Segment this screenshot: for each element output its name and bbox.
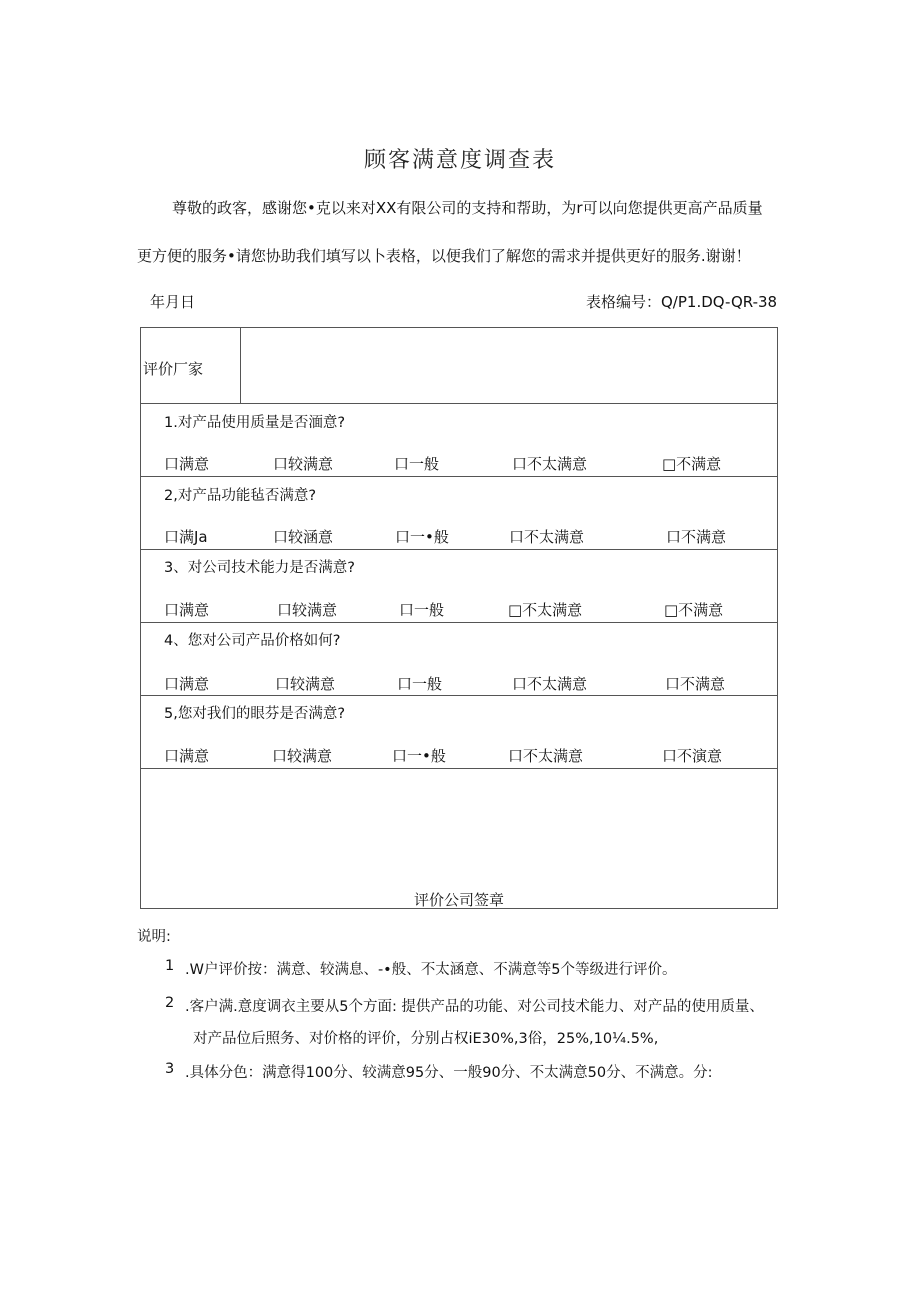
q2-option-not-very-satisfied[interactable]: 口不太满意 (509, 528, 585, 546)
form-number: 表格编号：Q/P1.DQ-QR-38 (586, 293, 778, 311)
q2-option-dissatisfied[interactable]: 口不满意 (666, 528, 727, 546)
row-divider (141, 549, 777, 550)
manufacturer-field[interactable] (243, 332, 773, 400)
note-2-number: 2 (165, 995, 175, 1011)
q4-option-average[interactable]: 口一般 (397, 675, 443, 693)
note-2-text-line-1: .客户满.意度调衣主要从5个方面: 提供产品的功能、对公司技术能力、对产品的使用质量、 (185, 999, 764, 1015)
date-label: 年月日 (150, 293, 196, 311)
notes-heading: 说明: (137, 929, 171, 945)
q4-option-fairly-satisfied[interactable]: 口较满意 (275, 675, 336, 693)
manufacturer-divider (240, 328, 241, 403)
q1-option-fairly-satisfied[interactable]: 口较满意 (273, 455, 334, 473)
row-divider (141, 695, 777, 696)
q5-option-dissatisfied[interactable]: 口不演意 (662, 747, 723, 765)
note-1-text: .W户评价按：满意、较满息、-•般、不太涵意、不满意等5个等级进行评价。 (185, 962, 677, 978)
intro-line-2: 更方便的服务•请您协助我们填写以卜表格，以便我们了解您的需求并提供更好的服务.谢谢！ (137, 247, 751, 265)
q5-option-not-very-satisfied[interactable]: 口不太满意 (508, 747, 584, 765)
q3-option-average[interactable]: 口一般 (399, 601, 445, 619)
survey-form (140, 327, 778, 909)
row-divider (141, 403, 777, 404)
row-divider (141, 622, 777, 623)
note-3-text: .具体分色：满意得100分、较满意95分、一般90分、不太满意50分、不满意。分: (185, 1065, 713, 1081)
q1-option-average[interactable]: 口一般 (394, 455, 440, 473)
q2-option-fairly-satisfied[interactable]: 口较涵意 (273, 528, 334, 546)
row-divider (141, 768, 777, 769)
q5-option-satisfied[interactable]: 口满意 (164, 747, 210, 765)
row-divider (141, 476, 777, 477)
q5-option-average[interactable]: 口一•般 (392, 747, 446, 765)
q4-option-not-very-satisfied[interactable]: 口不太满意 (512, 675, 588, 693)
q3-option-not-very-satisfied[interactable]: □不太满意 (508, 601, 583, 619)
q2-option-average[interactable]: 口一•般 (395, 528, 449, 546)
q3-option-fairly-satisfied[interactable]: 口较满意 (277, 601, 338, 619)
question-3: 3、对公司技术能力是否满意? (164, 560, 355, 576)
page-title: 顾客满意度调查表 (363, 148, 556, 173)
signature-label: 评价公司签章 (413, 891, 504, 909)
question-2: 2,对产品功能毡否满意? (164, 488, 317, 504)
note-3-number: 3 (165, 1061, 175, 1077)
question-4: 4、您对公司产品价格如何? (164, 633, 341, 649)
q1-option-not-very-satisfied[interactable]: 口不太满意 (512, 455, 588, 473)
note-1-number: 1 (165, 958, 175, 974)
question-1: 1.对产品使用质量是否湎意? (164, 415, 346, 431)
question-5: 5,您对我们的眼芬是否满意? (164, 706, 346, 722)
manufacturer-label: 评价厂家 (143, 360, 204, 378)
q1-option-dissatisfied[interactable]: □不满意 (662, 455, 722, 473)
q2-option-satisfied[interactable]: 口满Ja (164, 528, 208, 546)
note-2-text-line-2: 对产品位后照务、对价格的评价，分别占权iE30%,3俗，25%,10¼.5%, (193, 1031, 659, 1047)
q5-option-fairly-satisfied[interactable]: 口较满意 (272, 747, 333, 765)
intro-line-1: 尊敬的政客，感谢您•克以来对XX有限公司的支持和帮助，为r可以向您提供更高产品质量 (172, 199, 763, 217)
q3-option-satisfied[interactable]: 口满意 (164, 601, 210, 619)
q3-option-dissatisfied[interactable]: □不满意 (664, 601, 724, 619)
q4-option-dissatisfied[interactable]: 口不满意 (665, 675, 726, 693)
q4-option-satisfied[interactable]: 口满意 (164, 675, 210, 693)
q1-option-satisfied[interactable]: 口满意 (164, 455, 210, 473)
